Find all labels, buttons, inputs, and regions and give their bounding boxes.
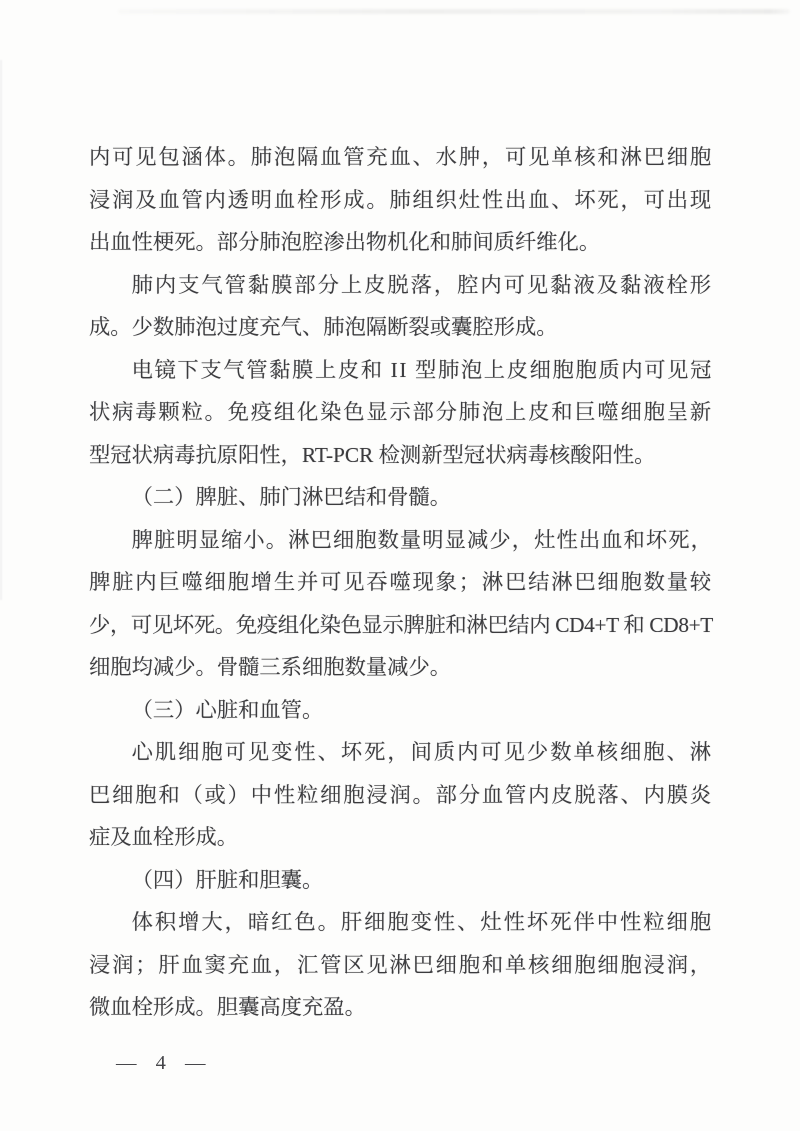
text-line: 心肌细胞可见变性、坏死，间质内可见少数单核细胞、淋 [131,740,713,764]
text-line: 内可见包涵体。肺泡隔血管充血、水肿，可见单核和淋巴细胞 [89,145,713,169]
text-line: 浸润及血管内透明血栓形成。肺组织灶性出血、坏死，可出现 [89,187,713,212]
text-line: 体积增大，暗红色。肝细胞变性、灶性坏死伴中性粒细胞 [131,910,713,934]
text-line: 出血性梗死。部分肺泡腔渗出物机化和肺间质纤维化。 [89,230,601,254]
text-line: 少，可见坏死。免疫组化染色显示脾脏和淋巴结内 CD4+T 和 CD8+T [89,612,713,637]
text-line: 症及血栓形成。 [89,825,239,849]
text-line: 脾脏内巨噬细胞增生并可见吞噬现象；淋巴结淋巴细胞数量较 [89,570,713,594]
section-heading: （四）肝脏和胆囊。 [131,867,324,892]
section-heading: （三）心脏和血管。 [131,697,324,722]
text-line: 细胞均减少。骨髓三系细胞数量减少。 [89,655,452,679]
scan-smudge-top [118,9,790,14]
section-heading: （二）脾脏、肺门淋巴结和骨髓。 [131,485,452,509]
text-line: 浸润；肝血窦充血，汇管区见淋巴细胞和单核细胞细胞浸润， [89,952,713,977]
scan-line-left [0,60,2,600]
text-line: 成。少数肺泡过度充气、肺泡隔断裂或囊腔形成。 [89,315,558,339]
text-line: 脾脏明显缩小。淋巴细胞数量明显减少，灶性出血和坏死， [131,527,713,552]
text-line: 型冠状病毒抗原阳性，RT-PCR 检测新型冠状病毒核酸阳性。 [89,442,656,467]
text-line: 电镜下支气管黏膜上皮和 II 型肺泡上皮细胞胞质内可见冠 [131,357,713,382]
page-number: — 4 — [116,1052,213,1074]
page-footer [116,1052,213,1075]
text-line: 微血栓形成。胆囊高度充盈。 [89,995,366,1019]
text-line: 肺内支气管黏膜部分上皮脱落，腔内可见黏液及黏液栓形 [131,272,713,297]
text-line: 状病毒颗粒。免疫组化染色显示部分肺泡上皮和巨噬细胞呈新 [89,400,713,424]
document-body [89,136,713,1029]
text-line: 巴细胞和（或）中性粒细胞浸润。部分血管内皮脱落、内膜炎 [89,782,713,807]
